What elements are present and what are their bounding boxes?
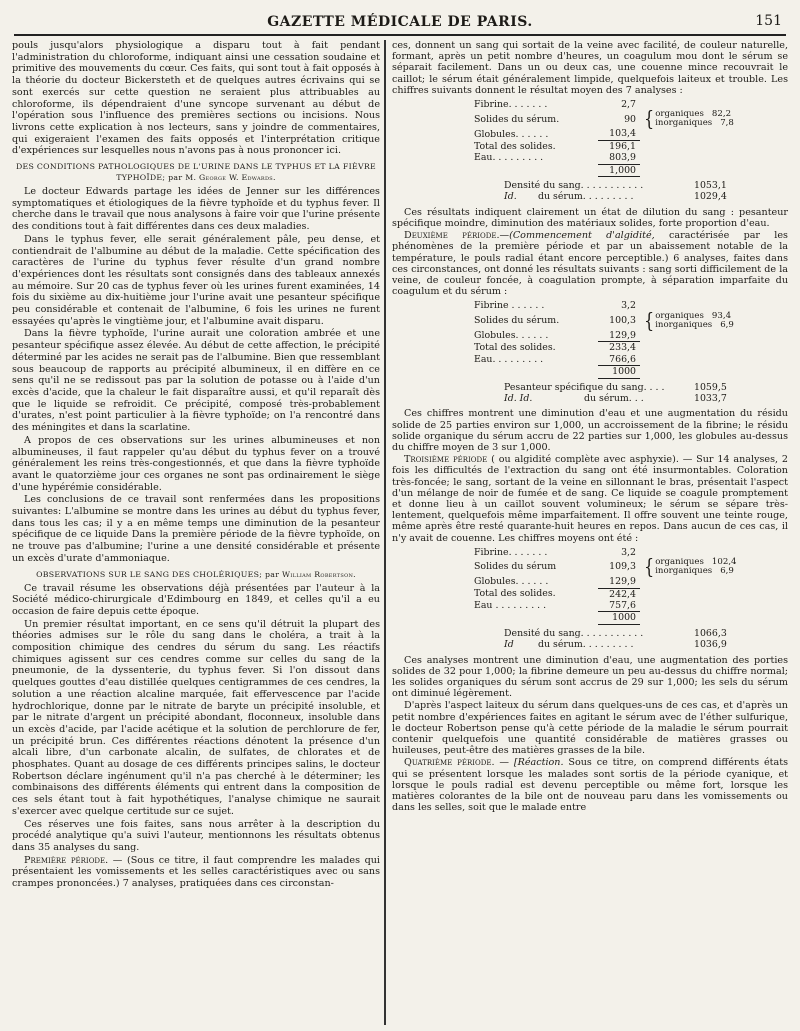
section-heading-cholera <box>12 569 380 580</box>
globules-label: Globules. . . . . . <box>474 576 549 588</box>
solides-label: Solides du sérum. <box>474 315 560 327</box>
solides-breakdown: organiques 102,4 inorganiques 6,9 <box>655 557 737 577</box>
sum-value: 1000 <box>598 366 640 378</box>
total-value: 233,4 <box>609 342 636 354</box>
globules-value: 103,4 <box>598 128 640 140</box>
paragraph: Ce travail résume les observations déjà présentées par l'auteur à la Société médico-chirurgicale d'Edimbourg en 1849, et celles qu'il a eu occasion de faire depuis cette époque. <box>12 582 380 617</box>
right-column <box>392 40 788 1025</box>
page-number: 151 <box>755 13 782 29</box>
fibrine-label: Fibrine. . . . . . . <box>474 99 548 111</box>
paragraph: ces, donnent un sang qui sortait de la veine avec facilité, de couleur naturelle, formant, après un petit nombre d'heures, un coagulum mou dont le sérum se séparait facilement. Dans un ou deux cas, une couenne mince recouvrait le caillot; le sérum était généralement limpide, quelquefois laiteux et trouble. Les chiffres suivants donnent le résultat moyen des 7 analyses : <box>392 40 788 96</box>
eau-value: 803,9 <box>598 152 640 164</box>
results-table-2 <box>470 300 738 378</box>
density-line: Pesanteur spécifique du sang. . . . 1059,5 <box>504 381 727 393</box>
total-value: 196,1 <box>609 140 636 152</box>
total-label: Total des solides. <box>474 342 556 354</box>
globules-label: Globules. . . . . . <box>474 128 549 140</box>
density-line: Densité du sang. . . . . . . . . . . 1053,1 <box>504 180 727 192</box>
paragraph: Dans la fièvre typhoïde, l'urine aurait une coloration ambrée et une pesanteur spécifique assez élevée. Au début de cette affection, le précipité déterminé par les acides ne serait pas de l'albumine. Bien que ressemblant sous beaucoup de rapports au précipité albumineux, il en diffère en ce sens qu'il ne se redissout pas par la solution de potasse ou à l'aide d'un excès d'acide, que la chaleur le fait disparaître aussi, et qu'il reparaît dès que le liquide se refroidit. Ce précipité, composé très-probablement d'urates, n'est point particulier à la fièvre typhoïde; on l'a rencontré dans des méningites et dans la scarlatine. <box>12 328 380 434</box>
brace-symbol: { <box>644 106 655 132</box>
section-heading-urine <box>12 161 380 183</box>
solides-value: 90 <box>624 113 636 125</box>
page-header <box>14 6 786 36</box>
density-line: Id. Id. du sérum. . . 1033,7 <box>504 392 727 404</box>
period-label: Troisième période <box>404 454 488 466</box>
heading-line: OBSERVATIONS SUR LE SANG DES CHOLÉRIQUES; par <box>36 569 283 579</box>
period-label: Première période. <box>24 854 109 866</box>
total-label: Total des solides. <box>474 140 556 152</box>
solides-label: Solides du sérum. <box>474 113 560 125</box>
paragraph: Le docteur Edwards partage les idées de Jenner sur les différences symptomatiques et étiologiques de la fièvre typhoïde et du typhus fever. Il cherche dans le travail que nous analysons à faire voir que l'urine présente des conditions tout à fait différentes dans ces deux maladies. <box>12 186 380 233</box>
paragraph: Ces réserves une fois faites, sans nous arrêter à la description du procédé analytique qu'a suivi l'auteur, mentionnons les résultats obtenus dans 35 analyses du sang. <box>12 818 380 853</box>
paragraph: Ces analyses montrent une diminution d'eau, une augmentation des porties solides de 32 pour 1,000; la fibrine demeure un peu au-dessus du chiffre normal; les solides organiques du sérum sont accrus de 29 sur 1,000; les sels du sérum ont diminué légèrement. <box>392 654 788 700</box>
solides-value: 109,3 <box>609 561 636 573</box>
paragraph: Ces résultats indiquent clairement un état de dilution du sang : pesanteur spécifique moindre, diminution des matériaux solides, forte proportion d'eau. <box>392 206 788 230</box>
period-label: Quatrième période. <box>404 757 495 769</box>
solides-value: 100,3 <box>609 315 636 327</box>
heading-line: TYPHOÏDE; par <box>116 173 186 183</box>
solides-breakdown: organiques 82,2 inorganiques 7,8 <box>655 109 734 129</box>
results-table-3 <box>470 547 741 625</box>
paragraph: Les conclusions de ce travail sont renfermées dans les propositions suivantes: L'albumine se montre dans les urines au début du typhus fever, dans tous les cas; il y a en même temps une diminution de la pesanteur spécifique de ce liquide Dans la première période de la fièvre typhoïde, on ne trouve pas d'albumine; l'urine a une densité considérable et présente un excès d'urate d'ammoniaque. <box>12 494 380 564</box>
globules-value: 129,9 <box>598 330 640 342</box>
fibrine-value: 2,7 <box>621 99 636 111</box>
paragraph: D'après l'aspect laiteux du sérum dans quelques-uns de ces cas, et d'après un petit nombre d'expériences faites en agitant le sérum avec de l'éther sulfurique, le docteur Robertson pense qu'à cette période de la maladie le sérum pourrait contenir quelquefois une quantité considérable de matières grasses ou huileuses, peut-être des matières grasses de la bile. <box>392 700 788 757</box>
paragraph: Ces chiffres montrent une diminution d'eau et une augmentation du résidu solide de 25 parties environ sur 1,000, un accroissement de la fibrine; le résidu solide organique du sérum accru de 22 parties sur 1,000, les globules au-dessus du chiffre moyen de 3 sur 1,000. <box>392 408 788 453</box>
paragraph-text: — (Sous ce titre, il faut comprendre les malades qui présentaient les vomissements et les selles caractéristiques avec ou sans crampes prononcées.) 7 analyses, pratiquées dans ces circonstan- <box>12 854 380 890</box>
paragraph: Troisième période ( ou algidité complète avec asphyxie). — Sur 14 analyses, 2 fois les difficultés de l'extraction du sang ont été insurmontables. Coloration très-foncée; le sang, sortant de la veine en sillonnant le bras, présentait l'aspect d'un mélange de noir de fumée et de sang. Ce liquide se coagule promptement et donne lieu à un caillot souvent volumineux; le sérum se sépare très-lentement, quelquefois même imparfaitement. Il offre souvent une teinte rouge, même après être resté quarante-huit heures en repos. Dans aucun de ces cas, il n'y avait de couenne. Les chiffres moyens ont été : <box>392 454 788 544</box>
paragraph: Un premier résultat important, en ce sens qu'il détruit la plupart des théories admises sur le rôle du sang dans le choléra, a trait à la composition chimique des cendres du sérum du sang. Les réactifs chimiques agissent sur ces cendres comme sur celles du sang de la pneumonie, de la dyssenterie, du typhus fever. Si l'on dissout dans quelques gouttes d'eau distillée quelques centigrammes de ces cendres, la solution a une réaction alcaline marquée, fait effervescence par l'acide hydrochlorique, donne par le nitrate de baryte un précipité insoluble, et par le nitrate d'argent un précipité abondant, floconneux, insoluble dans un excès d'acide, par l'acide acétique et la solution de perchlorure de fer, un précipité brun. Ces différentes réactions dénotent la présence d'un alcali libre, d'un carbonate alcalin, de sulfates, de chlorates et de phosphates. Quant au dosage de ces différents principes salins, le docteur Robertson déclare ingénument qu'il n'a pas cherché à le déterminer; les combinaisons des différents éléments qui entrent dans la composition de ces sels étant tout à fait hypothétiques, l'analyse chimique ne saurait s'exercer avec quelque certitude sur ce sujet. <box>12 618 380 817</box>
paragraph: Quatrième période. — [Réaction. Sous ce titre, on comprend différents états qui se présentent lorsque les malades sont sortis de la période cyanique, et lorsque le pouls radial est devenu perceptible ou même fort, lorsque les matières colorantes de la bile ont de nouveau paru dans les vomissements ou dans les selles, soit que le malade entre <box>392 757 788 814</box>
total-value: 242,4 <box>609 588 636 600</box>
brace-symbol: { <box>644 307 655 333</box>
sum-value: 1,000 <box>598 164 640 176</box>
heading-line: DES CONDITIONS PATHOLOGIQUES DE L'URINE DANS LE TYPHUS ET LA FIÈVRE <box>15 162 377 172</box>
paragraph: Dans le typhus fever, elle serait généralement pâle, peu dense, et contiendrait de l'albumine au début de la maladie. Cette spécification des caractères de l'urine du typhus fever résulte d'un grand nombre d'expériences dont les résultats sont consignés dans des tableaux annexés au mémoire. Sur 20 cas de typhus fever où les urines furent examinées, 14 fois du sixième au dix-huitième jour l'urine avait une pesanteur spécifique peu considérable et contenait de l'albumine, 6 fois les urines ne furent essayées qu'après le vingtième jour, et l'albumine avait disparu. <box>12 233 380 327</box>
fibrine-label: Fibrine . . . . . . <box>474 300 545 312</box>
eau-label: Eau . . . . . . . . . <box>474 600 547 612</box>
column-divider <box>384 40 386 1025</box>
density-line: Id. du sérum. . . . . . . . . 1029,4 <box>504 191 727 203</box>
sum-value: 1000 <box>598 612 640 624</box>
globules-label: Globules. . . . . . <box>474 330 549 342</box>
solides-label: Solides du sérum <box>474 561 557 573</box>
density-line: Densité du sang. . . . . . . . . . . 1066,3 <box>504 627 727 639</box>
paragraph: A propos de ces observations sur les urines albumineuses et non albumineuses, il faut rappeler qu'au début du typhus fever on a trouvé généralement les reins très-congestionnés, et que dans la fièvre typhoïde avant le quatorzième jour ces organes ne sont pas ordinairement le siège d'une hypérémie considérable. <box>12 434 380 493</box>
globules-value: 129,9 <box>598 576 640 588</box>
author-name: William Robertson. <box>282 569 356 579</box>
author-name: M. George W. Edwards. <box>185 173 276 183</box>
paragraph: pouls jusqu'alors physiologique a disparu tout à fait pendant l'administration du chloroforme, indiquant ainsi une cessation soudaine et primitive des mouvements du cœur. Ces faits, qui sont tout à fait opposés à la théorie du docteur Bickersteth et de quelques autres écrivains qui se sont exercés sur cette question ne seraient plus attribuables au chloroforme, ils dépendraient d'une syncope survenant au début de l'opération sous l'influence des premières sections ou incisions. Nous livrons cette explication à nos lecteurs, sans y joindre de commentaires, qui exigeraient l'examen des faits opposés et l'interprétation critique d'expériences sur lesquelles nous n'avons pas à nous prononcer ici. <box>12 40 380 157</box>
fibrine-label: Fibrine. . . . . . . <box>474 546 548 558</box>
journal-title: GAZETTE MÉDICALE DE PARIS. <box>267 14 533 30</box>
paragraph: Deuxième période.—(Commencement d'algidité, caractérisée par les phénomènes de la première période et par un abaissement notable de la température, le pouls radial étant encore perceptible.) 6 analyses, faites dans ces circonstances, ont donné les résultats suivants : sang sorti difficilement de la veine, de couleur foncée, à coagulation prompte, à séparation imparfaite du coagulum et du sérum : <box>392 230 788 298</box>
paragraph <box>12 855 380 890</box>
fibrine-value: 3,2 <box>621 546 636 558</box>
eau-value: 766,6 <box>598 354 640 366</box>
solides-breakdown: organiques 93,4 inorganiques 6,9 <box>655 310 734 330</box>
density-line: Id du sérum. . . . . . . . . 1036,9 <box>504 639 727 651</box>
eau-label: Eau. . . . . . . . . <box>474 152 544 164</box>
period-label: Deuxième période. <box>404 230 500 242</box>
eau-value: 757,6 <box>598 600 640 612</box>
eau-label: Eau. . . . . . . . . <box>474 353 544 365</box>
results-table-1 <box>470 99 738 177</box>
brace-symbol: { <box>644 554 655 579</box>
total-label: Total des solides. <box>474 588 556 600</box>
left-column <box>12 40 380 1025</box>
fibrine-value: 3,2 <box>621 300 636 312</box>
